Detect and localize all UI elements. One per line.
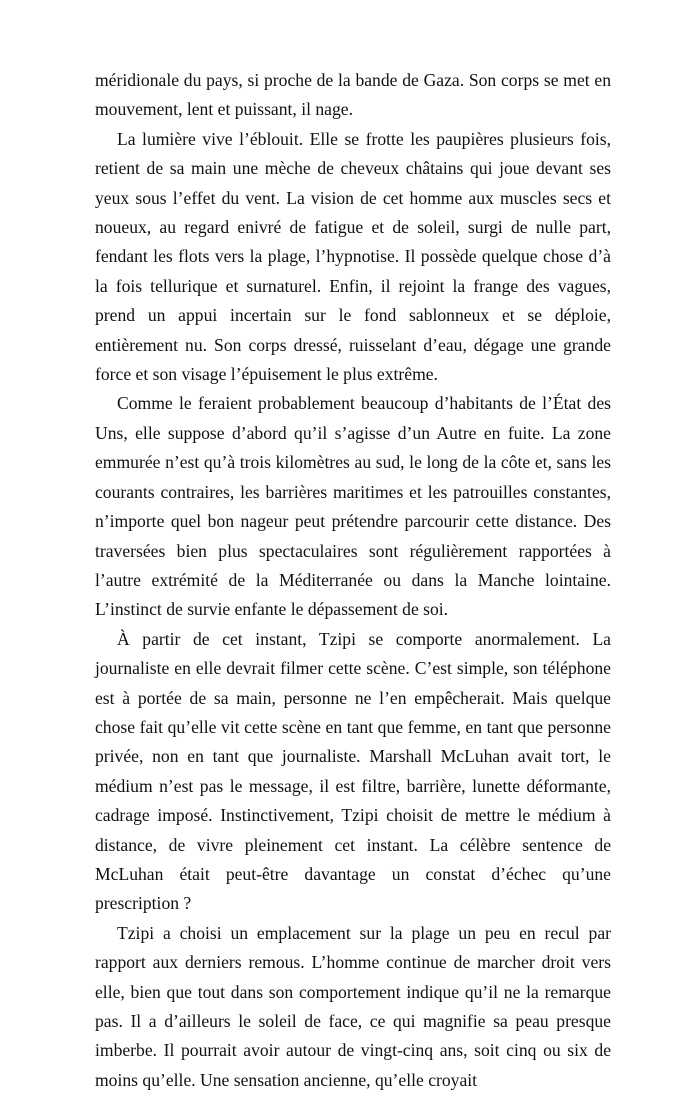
paragraph-assumption: Comme le feraient probablement beaucoup d’habitants de l’État des Uns, elle suppose d’abord qu’il s’agisse d’un Autre en fuite. La zone emmurée n’est qu’à trois kilomètres au sud, le long de la côte et, sans les courants contraires, les barrières maritimes et les patrouilles constantes, n’importe quel bon nageur peut prétendre parcourir cette distance. Des traversées bien plus spectaculaires sont régulièrement rapportées à l’autre extrémité de la Méditerranée ou dans la Manche lointaine. L’instinct de survie enfante le dépassement de soi. xyxy=(95,393,611,620)
paragraph-beach: Tzipi a choisi un emplacement sur la plage un peu en recul par rapport aux derniers remous. L’homme continue de marcher droit vers elle, bien que tout dans son comportement indique qu’il ne la remarque pas. Il a d’ailleurs le soleil de face, ce qui magnifie sa peau presque imberbe. Il pourrait avoir autour de vingt-cinq ans, soit cinq ou six de moins qu’elle. Une sensation ancienne, qu’elle croyait xyxy=(95,922,611,1090)
paragraph-continuation: méridionale du pays, si proche de la bande de Gaza. Son corps se met en mouvement, lent et puissant, il nage. xyxy=(95,70,611,120)
page-text xyxy=(95,66,611,1095)
paragraph-medium: À partir de cet instant, Tzipi se comporte anormalement. La journaliste en elle devrait filmer cette scène. C’est simple, son téléphone est à portée de sa main, personne ne l’en empêcherait. Mais quelque chose fait qu’elle vit cette scène en tant que femme, en tant que personne privée, non en tant que journaliste. Marshall McLuhan avait tort, le médium n’est pas le message, il est filtre, barrière, lunette déformante, cadrage imposé. Instinctivement, Tzipi choisit de mettre le médium à distance, de vivre pleinement cet instant. La célèbre sentence de McLuhan était peut-être davantage un constat d’échec qu’une prescription ? xyxy=(95,628,611,914)
paragraph-light: La lumière vive l’éblouit. Elle se frotte les paupières plusieurs fois, retient de sa main une mèche de cheveux châtains qui joue devant ses yeux sous l’effet du vent. La vision de cet homme aux muscles secs et noueux, au regard enivré de fatigue et de soleil, surgi de nulle part, fendant les flots vers la plage, l’hypnotise. Il possède quelque chose d’à la fois tellurique et surnaturel. Enfin, il rejoint la frange des vagues, prend un appui incertain sur le fond sablonneux et se déploie, entièrement nu. Son corps dressé, ruisselant d’eau, dégage une grande force et son visage l’épuisement le plus extrême. xyxy=(95,128,611,385)
